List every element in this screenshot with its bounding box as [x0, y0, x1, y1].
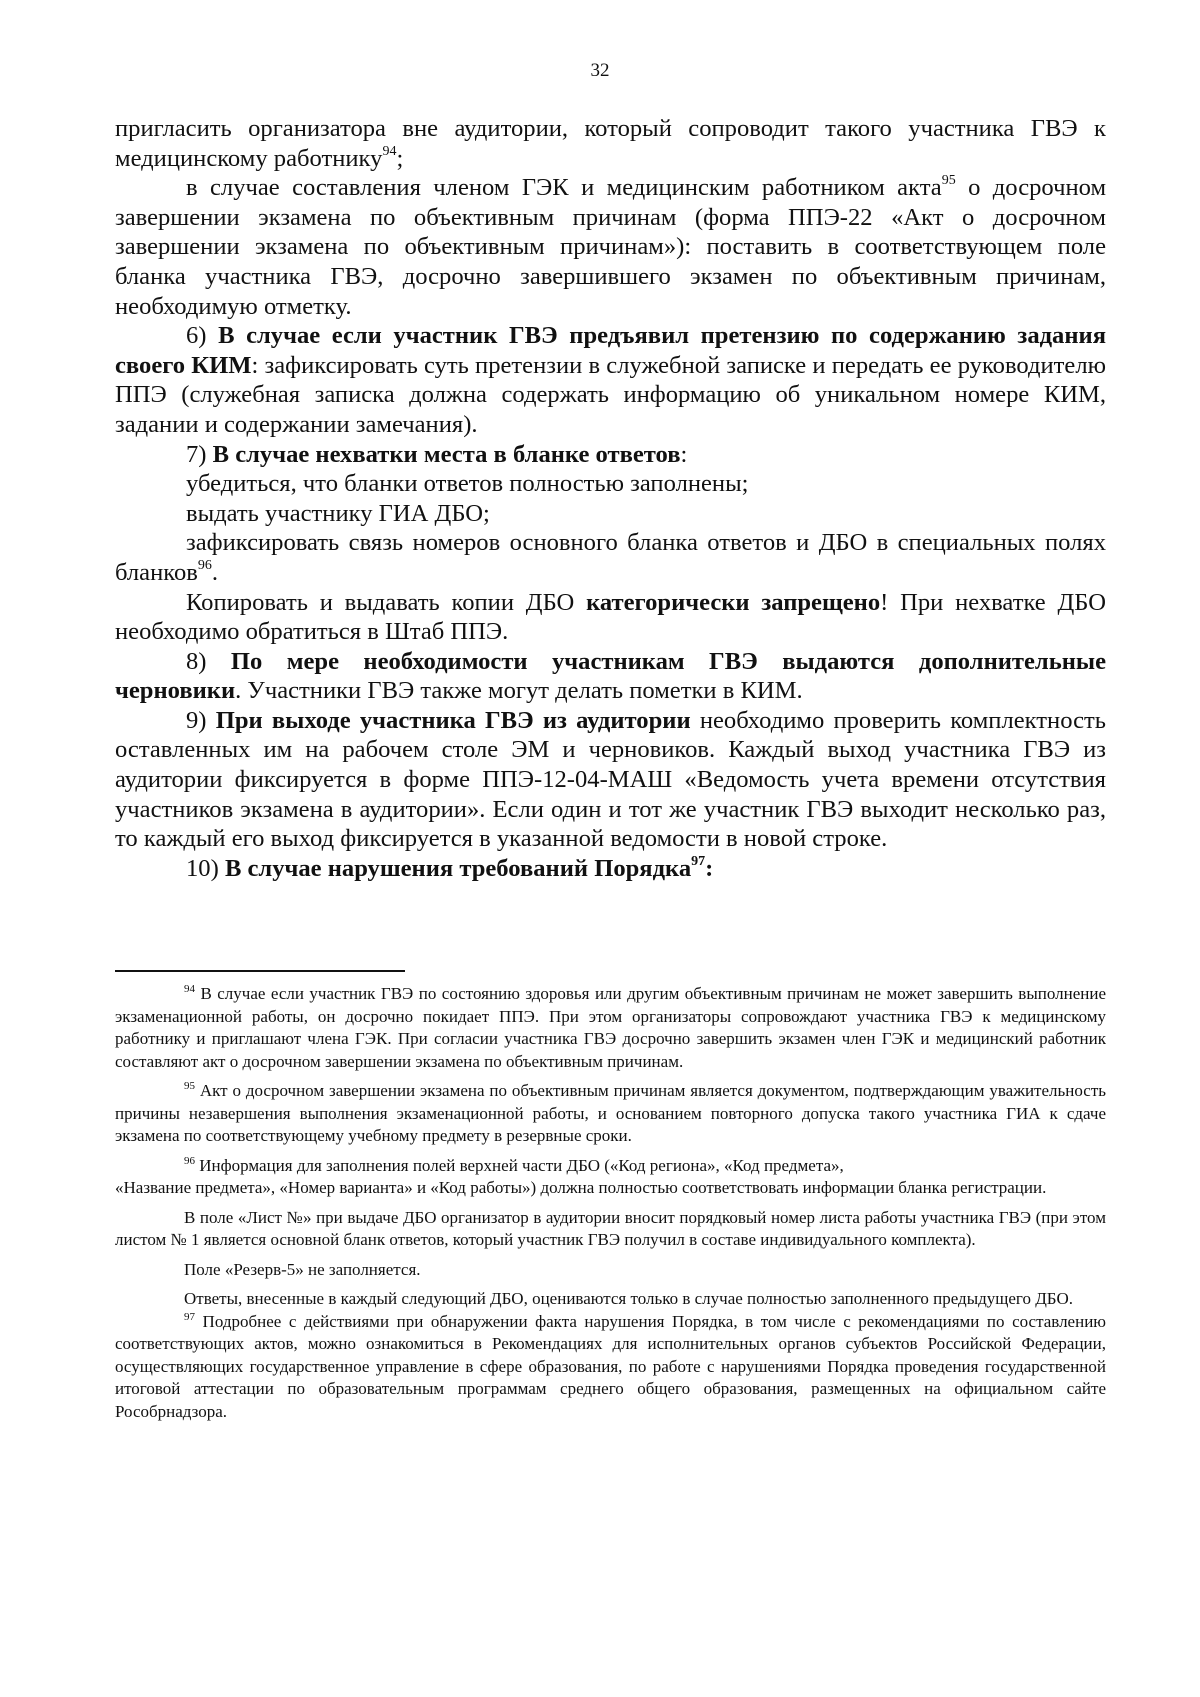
item-number: 8) [186, 647, 231, 675]
footnote-number: 94 [184, 983, 195, 995]
footnote-94 [115, 983, 1106, 1073]
paragraph-text: Копировать и выдавать копии ДБО [186, 588, 587, 616]
paragraph-text: . [211, 558, 219, 586]
item-heading [225, 855, 713, 882]
item-heading: По мере необходимости участникам ГВЭ выдаются дополнительные черновики [115, 647, 1106, 705]
item-heading-text: : [705, 854, 714, 882]
item-number: 10) [186, 854, 225, 882]
paragraph-text: необходимо проверить комплектность оставленных им на рабочем столе ЭМ и черновиков. Каждый выход участника ГВЭ из аудитории фиксируется в форме ППЭ-12-04-МАШ «Ведомость учета времени отсутствия участников экзамена в аудитории». Если один и тот же участник ГВЭ выходит несколько раз, то каждый его выход фиксируется в указанной ведомости в новой строке. [115, 706, 1106, 853]
footnote-ref[interactable]: 96 [197, 557, 212, 573]
item-number: 6) [186, 322, 219, 350]
footnote-97 [115, 1311, 1106, 1424]
item-number: 7) [186, 440, 213, 468]
footnote-96-continued: «Название предмета», «Номер варианта» и «Код работы») должна полностью соответствовать информации бланка регистрации. [115, 1178, 1047, 1197]
paragraph-text: : зафиксировать суть претензии в служебной записке и передать ее руководителю ППЭ (служебная записка должна содержать информацию об уникальном номере КИМ, задании и содержании замечания). [115, 351, 1106, 438]
paragraph-text: зафиксировать связь номеров основного бланка ответов и ДБО в специальных полях бланков [115, 529, 1106, 586]
paragraph-item-9 [115, 706, 1106, 854]
footnote-number: 95 [184, 1080, 195, 1092]
paragraph-item-8 [115, 647, 1106, 706]
paragraph-text: о досрочном завершении экзамена по объективным причинам (форма ППЭ-22 «Акт о досрочном завершении экзамена по объективным причинам»): поставить в соответствующем поле бланка участника ГВЭ, досрочно завершившего экзамен по объективным причинам, необходимую отметку. [115, 174, 1107, 320]
footnote-text: Подробнее с действиями при обнаружении факта нарушения Порядка, в том числе с рекомендациями по составлению соответствующих актов, можно ознакомиться в Рекомендациях для исполнительных органов субъектов Российской Федерации, осуществляющих государственное управление в сфере образования, по работе с нарушениями Порядка проведения государственной итоговой аттестации по образовательным программам среднего общего образования, размещенных на официальном сайте Рособрнадзора. [115, 1311, 1106, 1421]
paragraph-text: пригласить организатора вне аудитории, который сопроводит такого участника ГВЭ к медицинскому работнику [115, 115, 1106, 172]
footnote-96-sheet-field: В поле «Лист №» при выдаче ДБО организатор в аудитории вносит порядковый номер листа работы участника ГВЭ (при этом листом № 1 является основной бланк ответов, который участник ГВЭ получил в составе индивидуального комплекта). [115, 1207, 1106, 1249]
footnote-number: 97 [184, 1310, 195, 1323]
footnote-text: Информация для заполнения полей верхней части ДБО («Код региона», «Код предмета», [195, 1155, 844, 1175]
footnote-text: Акт о досрочном завершении экзамена по объективным причинам является документом, подтверждающим уважительность причины незавершения выполнения экзаменационной работы, и основанием повторного допуска такого участника ГИА к сдаче экзамена по соответствующему учебному предмету в резервные сроки. [115, 1081, 1106, 1145]
item-heading: В случае нехватки места в бланке ответов [212, 440, 681, 468]
footnote-ref[interactable]: 97 [691, 853, 706, 869]
paragraph-text: в случае составления членом ГЭК и медицинским работником акта [186, 174, 942, 202]
footnote-96-answers-note: Ответы, внесенные в каждый следующий ДБО, оцениваются только в случае полностью заполненного предыдущего ДБО. [184, 1289, 1073, 1308]
item-heading-text: В случае нарушения требований Порядка [224, 854, 692, 882]
paragraph-text: ! При нехватке ДБО необходимо обратиться в Штаб ППЭ. [115, 588, 1106, 646]
paragraph-text: ; [396, 144, 404, 172]
paragraph-invite-organizer [115, 114, 1106, 173]
paragraph-item-10 [115, 854, 1106, 884]
paragraph-item-6 [115, 321, 1106, 439]
paragraph-early-completion-act [115, 173, 1106, 321]
paragraph-check-forms: убедиться, что бланки ответов полностью заполнены; [186, 470, 749, 498]
emphasis-text: категорически запрещено [586, 588, 881, 616]
footnote-95 [115, 1080, 1106, 1148]
item-heading: В случае если участник ГВЭ предъявил претензию по содержанию задания своего КИМ [115, 322, 1106, 379]
footnote-number: 96 [184, 1154, 195, 1167]
footnote-separator [115, 970, 405, 972]
item-number: 9) [186, 706, 216, 734]
paragraph-record-link [115, 528, 1106, 587]
main-text [115, 114, 1106, 883]
footnotes [115, 983, 1106, 1423]
paragraph-text: : [680, 440, 688, 468]
paragraph-text: . Участники ГВЭ также могут делать пометки в КИМ. [235, 677, 803, 705]
footnote-96-reserve-field: Поле «Резерв-5» не заполняется. [184, 1259, 421, 1279]
paragraph-issue-dbo: выдать участнику ГИА ДБО; [186, 499, 490, 527]
paragraph-copy-forbidden [115, 588, 1106, 647]
footnote-ref[interactable]: 94 [382, 143, 397, 159]
footnote-ref[interactable]: 95 [941, 173, 956, 189]
page-number: 32 [590, 60, 610, 81]
footnote-96 [115, 1155, 1106, 1178]
paragraph-item-7 [115, 440, 1106, 470]
footnote-text: В случае если участник ГВЭ по состоянию здоровья или другим объективным причинам не может завершить выполнение экзаменационной работы, он досрочно покидает ППЭ. При этом организаторы сопровождают участника ГВЭ к медицинскому работнику и приглашают члена ГЭК. При согласии участника ГВЭ досрочно завершить экзамен член ГЭК и медицинский работник составляют акт о досрочном завершении экзамена по объективным причинам. [115, 984, 1106, 1071]
item-heading: При выходе участника ГВЭ из аудитории [215, 706, 691, 734]
